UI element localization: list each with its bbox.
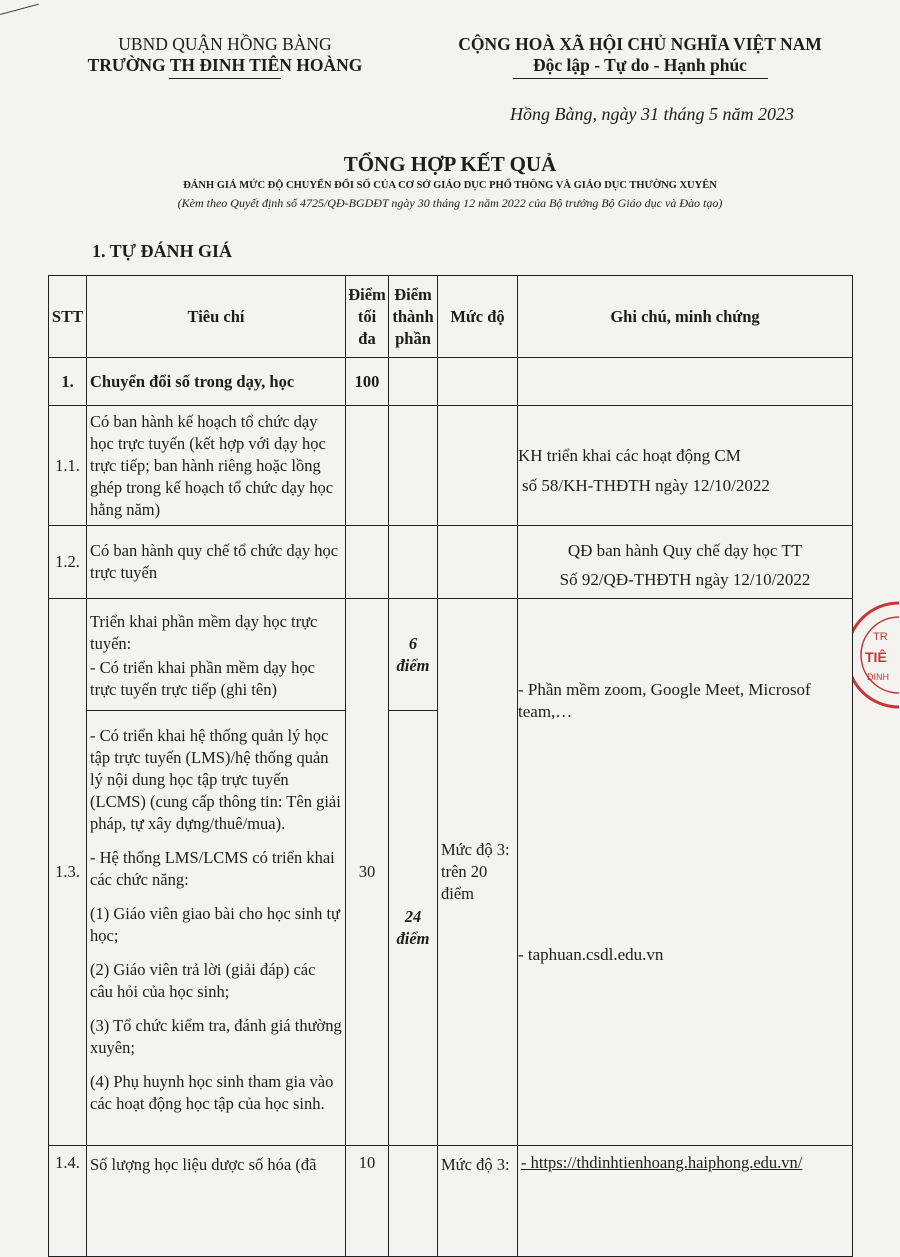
row12-part [388,525,438,599]
row1-level [437,357,518,406]
place-date: Hồng Bàng, ngày 31 tháng 5 năm 2023 [510,104,794,124]
row13-crit-a: Triển khai phần mềm dạy học trực tuyến: [90,612,318,653]
row13-crit-f: (2) Giáo viên trả lời (giải đáp) các câu hỏi của học sinh; [90,960,316,1001]
row13-criterion-b [86,710,346,1146]
row14-part [388,1145,438,1257]
row14-stt: 1.4. [48,1145,87,1257]
row12-level [437,525,518,599]
row1-note [517,357,853,406]
th-level: Mức độ [437,275,518,358]
row13-part2: 24 điểm [388,710,438,1146]
th-max: Điểm tối đa [345,275,389,358]
agency-header [60,34,390,79]
row11-note [517,405,853,526]
row12-note-line1: QĐ ban hành Quy chế dạy học TT [567,541,803,560]
doc-subtitle: ĐÁNH GIÁ MỨC ĐỘ CHUYỂN ĐỔI SỐ CỦA CƠ SỞ GIÁO DỤC PHỔ THÔNG VÀ GIÁO DỤC THƯỜNG XUYÊN [183,180,717,191]
row13-crit-h: (4) Phụ huynh học sinh tham gia vào các hoạt động học tập của học sinh. [90,1072,334,1113]
official-stamp [853,600,899,710]
th-criterion: Tiêu chí [86,275,346,358]
row13-stt: 1.3. [48,598,87,1146]
row11-note-line2: số 58/KH-THĐTH ngày 12/10/2022 [522,476,770,495]
row14-max: 10 [345,1145,389,1257]
row1-max: 100 [345,357,389,406]
row11-max [345,405,389,526]
svg-text:TR: TR [873,631,888,643]
row11-criterion: Có ban hành kế hoạch tổ chức dạy học trực tuyến (kết hợp với dạy học trực tiếp; ban hành riêng hoặc lồng ghép trong kế hoạch tổ chức dạy học hằng năm) [86,405,346,526]
row14-criterion: Số lượng học liệu dược số hóa (đã [86,1145,346,1257]
motto-underline [513,78,768,79]
row13-level: Mức độ 3: trên 20 điểm [437,598,518,1146]
nation-name: CỘNG HOÀ XÃ HỘI CHỦ NGHĨA VIỆT NAM [458,34,822,54]
row1-stt: 1. [48,357,87,406]
stamp-seal-icon [853,600,899,710]
row1-criterion: Chuyển đổi số trong dạy, học [86,357,346,406]
row13-crit-g: (3) Tổ chức kiểm tra, đánh giá thường xuyên; [90,1016,342,1057]
scan-mark [0,4,43,29]
motto: Độc lập - Tự do - Hạnh phúc [533,55,747,75]
section-heading: 1. TỰ ĐÁNH GIÁ [92,241,233,261]
row14-note-link[interactable]: - https://thdinhtienhoang.haiphong.edu.vn/ [521,1153,803,1172]
row13-crit-d: - Hệ thống LMS/LCMS có triển khai các chức năng: [90,848,335,889]
row13-note-software: - Phần mềm zoom, Google Meet, Microsof team,… [518,680,811,721]
header-underline [169,78,281,79]
row13-crit-e: (1) Giáo viên giao bài cho học sinh tự học; [90,904,340,945]
row11-level [437,405,518,526]
row13-criterion-a [86,598,346,711]
row11-stt: 1.1. [48,405,87,526]
row13-note-lms: - taphuan.csdl.edu.vn [518,945,664,964]
row11-part [388,405,438,526]
doc-note: (Kèm theo Quyết định số 4725/QĐ-BGDĐT ngày 30 tháng 12 năm 2022 của Bộ trưởng Bộ Giáo dục và Đào tạo) [177,196,723,210]
row13-crit-b: - Có triển khai phần mềm dạy học trực tuyến trực tiếp (ghi tên) [90,658,315,699]
doc-title: TỔNG HỢP KẾT QUẢ [343,152,557,176]
th-note: Ghi chú, minh chứng [517,275,853,358]
row13-part1: 6 điểm [388,598,438,711]
row13-max: 30 [345,598,389,1146]
row13-crit-c: - Có triển khai hệ thống quản lý học tập trực tuyến (LMS)/hệ thống quản lý nội dung học tập trực tuyến (LCMS) (cung cấp thông tin: Tên giải pháp, tự xây dựng/thuê/mua). [90,726,341,833]
row13-note [517,598,853,1146]
th-part: Điểm thành phần [388,275,438,358]
row1-part [388,357,438,406]
nation-header [420,34,860,79]
svg-text:ĐINH: ĐINH [867,672,889,682]
school-name: TRƯỜNG TH ĐINH TIÊN HOÀNG [87,55,363,75]
row11-note-line1: KH triển khai các hoạt động CM [518,446,741,465]
row12-max [345,525,389,599]
agency-name: UBND QUẬN HỒNG BÀNG [118,34,332,54]
row12-note-line2: Số 92/QĐ-THĐTH ngày 12/10/2022 [559,570,811,589]
row12-stt: 1.2. [48,525,87,599]
row14-note [517,1145,853,1257]
row12-criterion: Có ban hành quy chế tổ chức dạy học trực tuyến [86,525,346,599]
row14-level: Mức độ 3: [437,1145,518,1257]
row12-note [517,525,853,599]
svg-text:TIÊ: TIÊ [865,649,887,665]
th-stt: STT [48,275,87,358]
